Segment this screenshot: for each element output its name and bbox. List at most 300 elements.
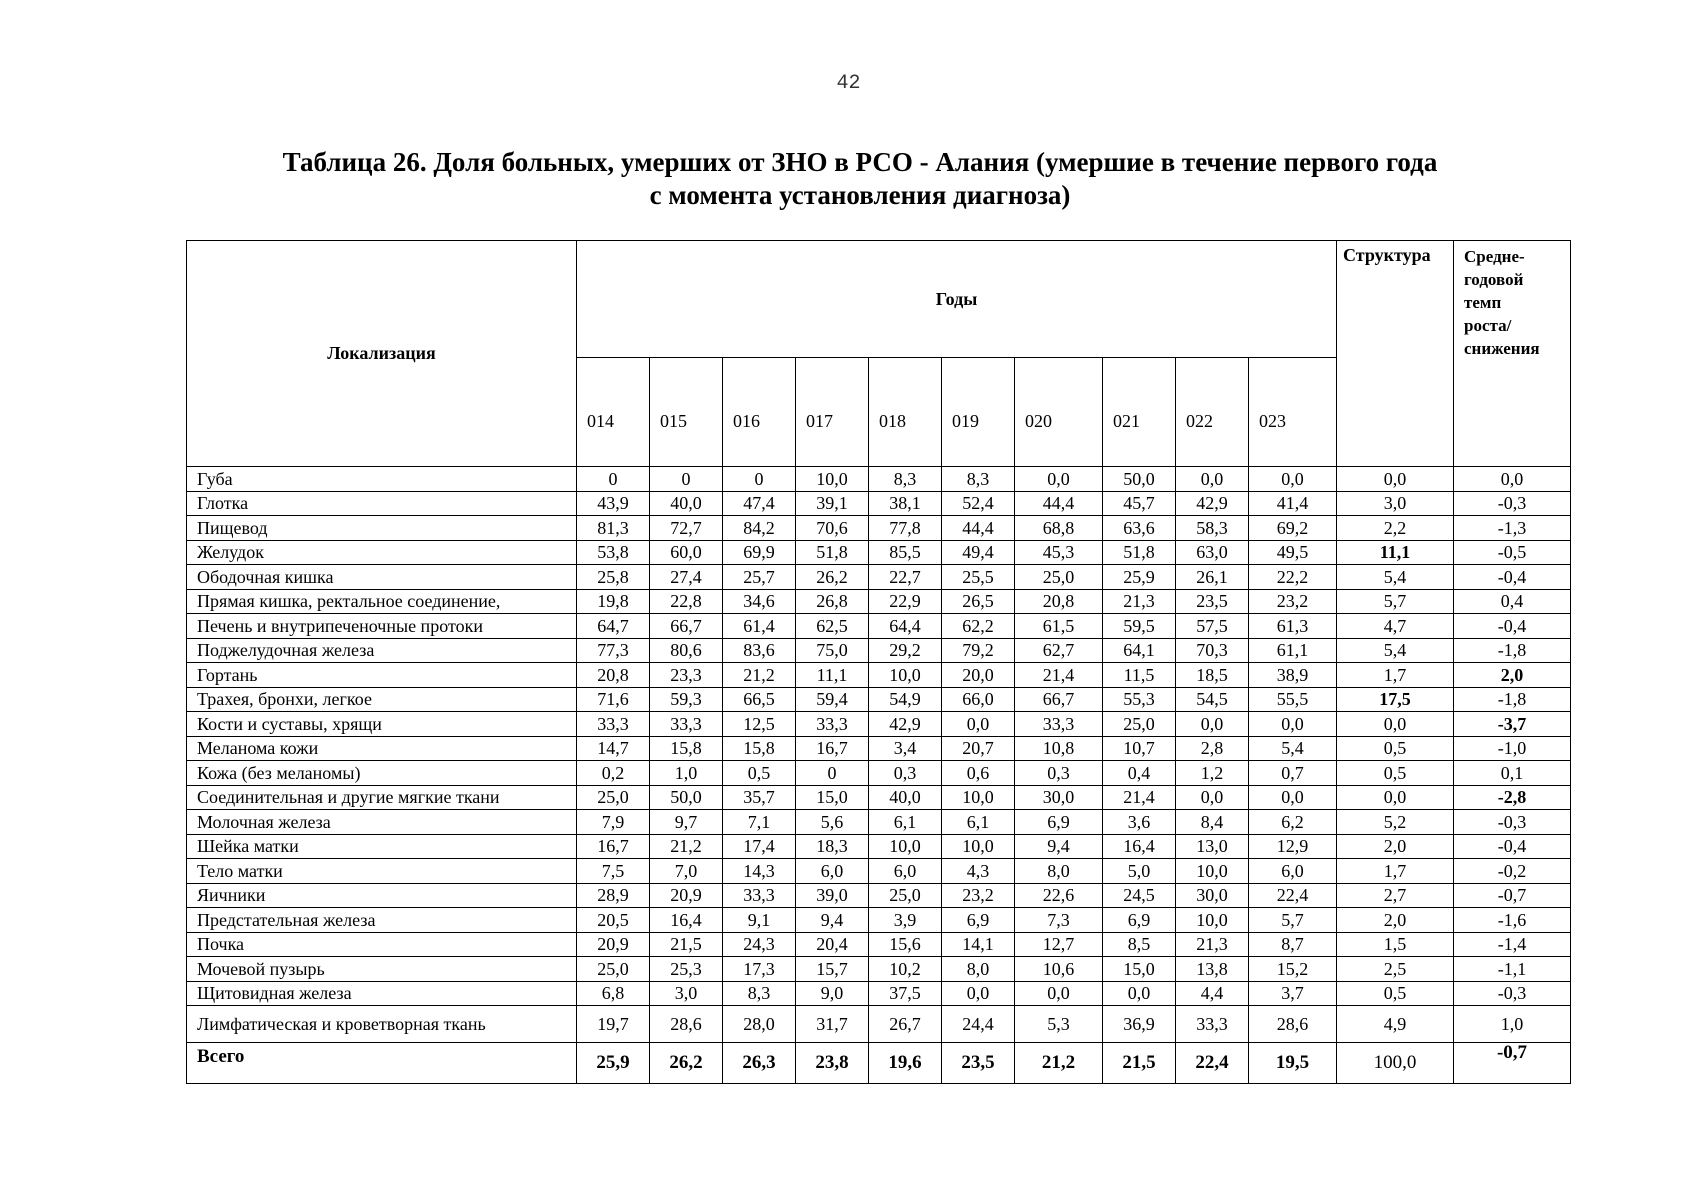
structure-cell: 2,7 xyxy=(1337,883,1454,908)
year-value-cell: 6,0 xyxy=(796,859,869,884)
year-value-cell: 19,8 xyxy=(577,589,650,614)
year-value-cell: 8,3 xyxy=(869,467,942,492)
growth-rate-cell: -1,6 xyxy=(1454,908,1571,933)
structure-cell: 0,0 xyxy=(1337,712,1454,737)
year-value-cell: 8,3 xyxy=(723,981,796,1006)
structure-cell: 2,5 xyxy=(1337,957,1454,982)
localization-cell: Шейка матки xyxy=(187,834,577,859)
table-row xyxy=(187,932,1571,957)
year-value-cell: 25,7 xyxy=(723,565,796,590)
growth-rate-cell: -0,7 xyxy=(1454,883,1571,908)
year-value-cell: 11,5 xyxy=(1103,663,1176,688)
year-value-cell: 5,6 xyxy=(796,810,869,835)
year-value-cell: 22,4 xyxy=(1249,883,1337,908)
year-value-cell: 21,2 xyxy=(1015,1043,1103,1084)
year-value-cell: 10,0 xyxy=(869,663,942,688)
year-value-cell: 0,0 xyxy=(1249,712,1337,737)
year-value-cell: 26,8 xyxy=(796,589,869,614)
year-value-cell: 7,3 xyxy=(1015,908,1103,933)
year-value-cell: 7,9 xyxy=(577,810,650,835)
structure-cell: 4,7 xyxy=(1337,614,1454,639)
year-value-cell: 9,1 xyxy=(723,908,796,933)
growth-rate-cell: -0,2 xyxy=(1454,859,1571,884)
year-value-cell: 20,5 xyxy=(577,908,650,933)
year-value-cell: 0,0 xyxy=(1176,785,1249,810)
year-value-cell: 0 xyxy=(650,467,723,492)
year-value-cell: 35,7 xyxy=(723,785,796,810)
year-value-cell: 30,0 xyxy=(1015,785,1103,810)
structure-cell: 5,4 xyxy=(1337,638,1454,663)
growth-rate-cell: -1,3 xyxy=(1454,516,1571,541)
year-value-cell: 8,0 xyxy=(1015,859,1103,884)
year-value-cell: 38,1 xyxy=(869,491,942,516)
table-row xyxy=(187,736,1571,761)
table-row xyxy=(187,467,1571,492)
year-value-cell: 66,5 xyxy=(723,687,796,712)
year-value-cell: 4,4 xyxy=(1176,981,1249,1006)
growth-rate-cell: -0,4 xyxy=(1454,614,1571,639)
year-value-cell: 20,9 xyxy=(650,883,723,908)
year-value-cell: 25,8 xyxy=(577,565,650,590)
year-value-cell: 24,4 xyxy=(942,1006,1015,1043)
year-value-cell: 45,7 xyxy=(1103,491,1176,516)
localization-cell: Глотка xyxy=(187,491,577,516)
year-value-cell: 19,6 xyxy=(869,1043,942,1084)
year-value-cell: 23,2 xyxy=(942,883,1015,908)
table-row xyxy=(187,687,1571,712)
year-value-cell: 23,8 xyxy=(796,1043,869,1084)
year-value-cell: 28,0 xyxy=(723,1006,796,1043)
table-row xyxy=(187,589,1571,614)
table-row xyxy=(187,638,1571,663)
year-value-cell: 30,0 xyxy=(1176,883,1249,908)
year-value-cell: 31,7 xyxy=(796,1006,869,1043)
growth-rate-cell: -3,7 xyxy=(1454,712,1571,737)
year-value-cell: 10,0 xyxy=(869,834,942,859)
year-header: 017 xyxy=(796,358,869,467)
table-row xyxy=(187,663,1571,688)
year-value-cell: 0 xyxy=(796,761,869,786)
year-value-cell: 6,1 xyxy=(869,810,942,835)
year-value-cell: 26,5 xyxy=(942,589,1015,614)
year-value-cell: 41,4 xyxy=(1249,491,1337,516)
growth-rate-cell: -1,8 xyxy=(1454,638,1571,663)
year-value-cell: 2,8 xyxy=(1176,736,1249,761)
structure-cell: 2,0 xyxy=(1337,908,1454,933)
year-value-cell: 1,0 xyxy=(650,761,723,786)
year-value-cell: 8,0 xyxy=(942,957,1015,982)
year-value-cell: 4,3 xyxy=(942,859,1015,884)
year-value-cell: 55,3 xyxy=(1103,687,1176,712)
structure-cell: 0,5 xyxy=(1337,981,1454,1006)
localization-cell: Гортань xyxy=(187,663,577,688)
growth-rate-cell: -2,8 xyxy=(1454,785,1571,810)
year-value-cell: 0,3 xyxy=(869,761,942,786)
table-row xyxy=(187,883,1571,908)
year-value-cell: 3,4 xyxy=(869,736,942,761)
growth-rate-cell: -0,3 xyxy=(1454,810,1571,835)
structure-cell: 11,1 xyxy=(1337,540,1454,565)
year-value-cell: 84,2 xyxy=(723,516,796,541)
structure-cell: 2,0 xyxy=(1337,834,1454,859)
year-value-cell: 16,7 xyxy=(577,834,650,859)
year-header: 022 xyxy=(1176,358,1249,467)
year-value-cell: 49,4 xyxy=(942,540,1015,565)
year-value-cell: 39,1 xyxy=(796,491,869,516)
year-value-cell: 51,8 xyxy=(1103,540,1176,565)
year-value-cell: 10,0 xyxy=(1176,859,1249,884)
localization-cell: Почка xyxy=(187,932,577,957)
year-value-cell: 62,5 xyxy=(796,614,869,639)
table-row xyxy=(187,981,1571,1006)
year-value-cell: 26,2 xyxy=(796,565,869,590)
year-value-cell: 22,7 xyxy=(869,565,942,590)
table-row xyxy=(187,1006,1571,1043)
year-value-cell: 69,2 xyxy=(1249,516,1337,541)
year-value-cell: 0,0 xyxy=(1015,467,1103,492)
year-value-cell: 75,0 xyxy=(796,638,869,663)
structure-cell: 0,0 xyxy=(1337,785,1454,810)
table-row xyxy=(187,516,1571,541)
year-value-cell: 38,9 xyxy=(1249,663,1337,688)
localization-cell: Желудок xyxy=(187,540,577,565)
localization-cell: Прямая кишка, ректальное соединение, xyxy=(187,589,577,614)
year-value-cell: 6,9 xyxy=(1103,908,1176,933)
table-body xyxy=(187,467,1571,1084)
year-value-cell: 9,0 xyxy=(796,981,869,1006)
year-value-cell: 14,3 xyxy=(723,859,796,884)
table-row xyxy=(187,834,1571,859)
year-value-cell: 17,4 xyxy=(723,834,796,859)
year-value-cell: 61,3 xyxy=(1249,614,1337,639)
year-value-cell: 47,4 xyxy=(723,491,796,516)
year-value-cell: 13,8 xyxy=(1176,957,1249,982)
table-row xyxy=(187,810,1571,835)
year-value-cell: 25,0 xyxy=(1015,565,1103,590)
growth-rate-cell: -0,7 xyxy=(1454,1043,1571,1084)
year-value-cell: 16,4 xyxy=(1103,834,1176,859)
year-value-cell: 21,2 xyxy=(650,834,723,859)
year-value-cell: 15,8 xyxy=(650,736,723,761)
localization-cell: Поджелудочная железа xyxy=(187,638,577,663)
year-value-cell: 33,3 xyxy=(796,712,869,737)
year-value-cell: 58,3 xyxy=(1176,516,1249,541)
year-value-cell: 16,7 xyxy=(796,736,869,761)
table-row xyxy=(187,957,1571,982)
year-value-cell: 10,0 xyxy=(1176,908,1249,933)
growth-rate-cell: 1,0 xyxy=(1454,1006,1571,1043)
year-value-cell: 28,6 xyxy=(1249,1006,1337,1043)
structure-cell: 0,0 xyxy=(1337,467,1454,492)
year-value-cell: 10,0 xyxy=(942,834,1015,859)
year-value-cell: 72,7 xyxy=(650,516,723,541)
year-value-cell: 80,6 xyxy=(650,638,723,663)
year-value-cell: 25,3 xyxy=(650,957,723,982)
year-value-cell: 26,2 xyxy=(650,1043,723,1084)
year-value-cell: 83,6 xyxy=(723,638,796,663)
table-row xyxy=(187,712,1571,737)
year-value-cell: 12,7 xyxy=(1015,932,1103,957)
growth-rate-cell: 2,0 xyxy=(1454,663,1571,688)
year-value-cell: 33,3 xyxy=(577,712,650,737)
year-value-cell: 20,4 xyxy=(796,932,869,957)
year-header: 014 xyxy=(577,358,650,467)
structure-cell: 2,2 xyxy=(1337,516,1454,541)
year-value-cell: 26,3 xyxy=(723,1043,796,1084)
year-value-cell: 1,2 xyxy=(1176,761,1249,786)
table-row xyxy=(187,1043,1571,1084)
structure-cell: 1,5 xyxy=(1337,932,1454,957)
year-value-cell: 34,6 xyxy=(723,589,796,614)
year-value-cell: 6,8 xyxy=(577,981,650,1006)
growth-rate-cell: -1,1 xyxy=(1454,957,1571,982)
year-value-cell: 25,0 xyxy=(577,957,650,982)
year-value-cell: 17,3 xyxy=(723,957,796,982)
year-value-cell: 0,0 xyxy=(942,981,1015,1006)
year-value-cell: 33,3 xyxy=(650,712,723,737)
growth-rate-cell: -0,5 xyxy=(1454,540,1571,565)
year-value-cell: 77,8 xyxy=(869,516,942,541)
year-value-cell: 55,5 xyxy=(1249,687,1337,712)
year-value-cell: 40,0 xyxy=(869,785,942,810)
table-row xyxy=(187,785,1571,810)
year-value-cell: 62,2 xyxy=(942,614,1015,639)
year-value-cell: 25,0 xyxy=(1103,712,1176,737)
year-value-cell: 21,5 xyxy=(650,932,723,957)
localization-cell: Кости и суставы, хрящи xyxy=(187,712,577,737)
year-value-cell: 60,0 xyxy=(650,540,723,565)
year-value-cell: 8,5 xyxy=(1103,932,1176,957)
year-value-cell: 25,9 xyxy=(577,1043,650,1084)
structure-cell: 5,4 xyxy=(1337,565,1454,590)
year-value-cell: 10,2 xyxy=(869,957,942,982)
year-value-cell: 9,7 xyxy=(650,810,723,835)
year-value-cell: 0,4 xyxy=(1103,761,1176,786)
year-value-cell: 69,9 xyxy=(723,540,796,565)
year-value-cell: 5,7 xyxy=(1249,908,1337,933)
structure-cell: 0,5 xyxy=(1337,736,1454,761)
year-value-cell: 59,3 xyxy=(650,687,723,712)
year-value-cell: 0,0 xyxy=(1015,981,1103,1006)
year-value-cell: 9,4 xyxy=(1015,834,1103,859)
year-value-cell: 42,9 xyxy=(1176,491,1249,516)
year-value-cell: 22,8 xyxy=(650,589,723,614)
localization-cell: Печень и внутрипеченочные протоки xyxy=(187,614,577,639)
year-value-cell: 15,0 xyxy=(796,785,869,810)
table-row xyxy=(187,565,1571,590)
year-value-cell: 15,6 xyxy=(869,932,942,957)
year-value-cell: 25,0 xyxy=(869,883,942,908)
year-value-cell: 10,0 xyxy=(942,785,1015,810)
year-value-cell: 45,3 xyxy=(1015,540,1103,565)
year-value-cell: 22,2 xyxy=(1249,565,1337,590)
year-value-cell: 57,5 xyxy=(1176,614,1249,639)
year-header: 015 xyxy=(650,358,723,467)
structure-cell: 4,9 xyxy=(1337,1006,1454,1043)
year-value-cell: 53,8 xyxy=(577,540,650,565)
year-value-cell: 36,9 xyxy=(1103,1006,1176,1043)
year-value-cell: 29,2 xyxy=(869,638,942,663)
year-value-cell: 23,5 xyxy=(942,1043,1015,1084)
year-value-cell: 7,1 xyxy=(723,810,796,835)
header-localization: Локализация xyxy=(187,241,577,467)
year-value-cell: 24,5 xyxy=(1103,883,1176,908)
localization-cell: Трахея, бронхи, легкое xyxy=(187,687,577,712)
year-value-cell: 15,8 xyxy=(723,736,796,761)
year-value-cell: 10,0 xyxy=(796,467,869,492)
table-title-line-2: с момента установления диагноза) xyxy=(649,180,1071,210)
year-value-cell: 43,9 xyxy=(577,491,650,516)
year-value-cell: 3,6 xyxy=(1103,810,1176,835)
year-value-cell: 9,4 xyxy=(796,908,869,933)
year-value-cell: 33,3 xyxy=(1015,712,1103,737)
year-value-cell: 14,1 xyxy=(942,932,1015,957)
year-value-cell: 3,9 xyxy=(869,908,942,933)
year-value-cell: 22,9 xyxy=(869,589,942,614)
year-header: 021 xyxy=(1103,358,1176,467)
year-value-cell: 19,5 xyxy=(1249,1043,1337,1084)
localization-cell: Молочная железа xyxy=(187,810,577,835)
year-value-cell: 66,7 xyxy=(1015,687,1103,712)
year-value-cell: 64,4 xyxy=(869,614,942,639)
year-value-cell: 0,0 xyxy=(1103,981,1176,1006)
structure-cell: 17,5 xyxy=(1337,687,1454,712)
year-value-cell: 61,1 xyxy=(1249,638,1337,663)
localization-cell: Соединительная и другие мягкие ткани xyxy=(187,785,577,810)
mortality-table xyxy=(186,240,1571,1084)
localization-cell: Яичники xyxy=(187,883,577,908)
table-title-line-1: Таблица 26. Доля больных, умерших от ЗНО в РСО - Алания (умершие в течение первого года xyxy=(282,147,1438,177)
year-value-cell: 7,0 xyxy=(650,859,723,884)
year-value-cell: 33,3 xyxy=(1176,1006,1249,1043)
growth-rate-cell: -1,0 xyxy=(1454,736,1571,761)
year-value-cell: 3,7 xyxy=(1249,981,1337,1006)
year-value-cell: 14,7 xyxy=(577,736,650,761)
year-value-cell: 0 xyxy=(723,467,796,492)
table-row xyxy=(187,859,1571,884)
year-value-cell: 23,5 xyxy=(1176,589,1249,614)
year-value-cell: 0,6 xyxy=(942,761,1015,786)
year-value-cell: 0,5 xyxy=(723,761,796,786)
year-value-cell: 20,8 xyxy=(577,663,650,688)
structure-cell: 100,0 xyxy=(1337,1043,1454,1084)
localization-cell: Губа xyxy=(187,467,577,492)
localization-cell: Кожа (без меланомы) xyxy=(187,761,577,786)
page-number: 42 xyxy=(836,72,861,95)
year-value-cell: 6,0 xyxy=(1249,859,1337,884)
year-header: 020 xyxy=(1015,358,1103,467)
year-value-cell: 5,3 xyxy=(1015,1006,1103,1043)
year-value-cell: 20,8 xyxy=(1015,589,1103,614)
table-row xyxy=(187,614,1571,639)
year-value-cell: 66,7 xyxy=(650,614,723,639)
year-value-cell: 0,0 xyxy=(1176,712,1249,737)
year-value-cell: 37,5 xyxy=(869,981,942,1006)
year-value-cell: 13,0 xyxy=(1176,834,1249,859)
localization-cell: Тело матки xyxy=(187,859,577,884)
year-value-cell: 54,9 xyxy=(869,687,942,712)
growth-rate-cell: -1,8 xyxy=(1454,687,1571,712)
year-value-cell: 63,0 xyxy=(1176,540,1249,565)
year-value-cell: 64,7 xyxy=(577,614,650,639)
year-value-cell: 25,0 xyxy=(577,785,650,810)
year-value-cell: 15,2 xyxy=(1249,957,1337,982)
year-value-cell: 50,0 xyxy=(650,785,723,810)
localization-cell: Щитовидная железа xyxy=(187,981,577,1006)
year-value-cell: 22,6 xyxy=(1015,883,1103,908)
year-value-cell: 19,7 xyxy=(577,1006,650,1043)
year-value-cell: 0,0 xyxy=(1249,467,1337,492)
table-row xyxy=(187,761,1571,786)
growth-rate-cell: -0,3 xyxy=(1454,491,1571,516)
year-value-cell: 68,8 xyxy=(1015,516,1103,541)
year-value-cell: 20,7 xyxy=(942,736,1015,761)
year-header: 016 xyxy=(723,358,796,467)
year-value-cell: 0,2 xyxy=(577,761,650,786)
year-value-cell: 54,5 xyxy=(1176,687,1249,712)
year-value-cell: 0,7 xyxy=(1249,761,1337,786)
year-value-cell: 70,6 xyxy=(796,516,869,541)
year-value-cell: 49,5 xyxy=(1249,540,1337,565)
year-value-cell: 0,0 xyxy=(942,712,1015,737)
year-value-cell: 15,7 xyxy=(796,957,869,982)
year-value-cell: 21,3 xyxy=(1176,932,1249,957)
localization-cell: Лимфатическая и кроветворная ткань xyxy=(187,1006,577,1043)
year-value-cell: 25,9 xyxy=(1103,565,1176,590)
structure-cell: 3,0 xyxy=(1337,491,1454,516)
year-value-cell: 12,9 xyxy=(1249,834,1337,859)
year-value-cell: 16,4 xyxy=(650,908,723,933)
year-value-cell: 44,4 xyxy=(942,516,1015,541)
year-value-cell: 6,9 xyxy=(1015,810,1103,835)
year-value-cell: 27,4 xyxy=(650,565,723,590)
year-value-cell: 40,0 xyxy=(650,491,723,516)
year-value-cell: 52,4 xyxy=(942,491,1015,516)
year-value-cell: 21,4 xyxy=(1015,663,1103,688)
localization-cell: Меланома кожи xyxy=(187,736,577,761)
year-value-cell: 18,5 xyxy=(1176,663,1249,688)
year-value-cell: 42,9 xyxy=(869,712,942,737)
year-value-cell: 5,0 xyxy=(1103,859,1176,884)
year-value-cell: 26,1 xyxy=(1176,565,1249,590)
year-value-cell: 62,7 xyxy=(1015,638,1103,663)
year-value-cell: 24,3 xyxy=(723,932,796,957)
year-value-cell: 0,0 xyxy=(1176,467,1249,492)
year-value-cell: 50,0 xyxy=(1103,467,1176,492)
year-header: 018 xyxy=(869,358,942,467)
structure-cell: 5,7 xyxy=(1337,589,1454,614)
year-value-cell: 10,6 xyxy=(1015,957,1103,982)
growth-rate-cell: -0,4 xyxy=(1454,834,1571,859)
year-value-cell: 28,6 xyxy=(650,1006,723,1043)
growth-rate-cell: -0,4 xyxy=(1454,565,1571,590)
year-value-cell: 7,5 xyxy=(577,859,650,884)
year-value-cell: 26,7 xyxy=(869,1006,942,1043)
year-value-cell: 79,2 xyxy=(942,638,1015,663)
year-value-cell: 18,3 xyxy=(796,834,869,859)
year-value-cell: 0,0 xyxy=(1249,785,1337,810)
year-value-cell: 44,4 xyxy=(1015,491,1103,516)
year-value-cell: 23,3 xyxy=(650,663,723,688)
localization-cell: Всего xyxy=(187,1043,577,1084)
year-value-cell: 59,5 xyxy=(1103,614,1176,639)
year-value-cell: 8,4 xyxy=(1176,810,1249,835)
table-row xyxy=(187,540,1571,565)
year-value-cell: 66,0 xyxy=(942,687,1015,712)
year-value-cell: 6,0 xyxy=(869,859,942,884)
localization-cell: Пищевод xyxy=(187,516,577,541)
year-value-cell: 6,2 xyxy=(1249,810,1337,835)
